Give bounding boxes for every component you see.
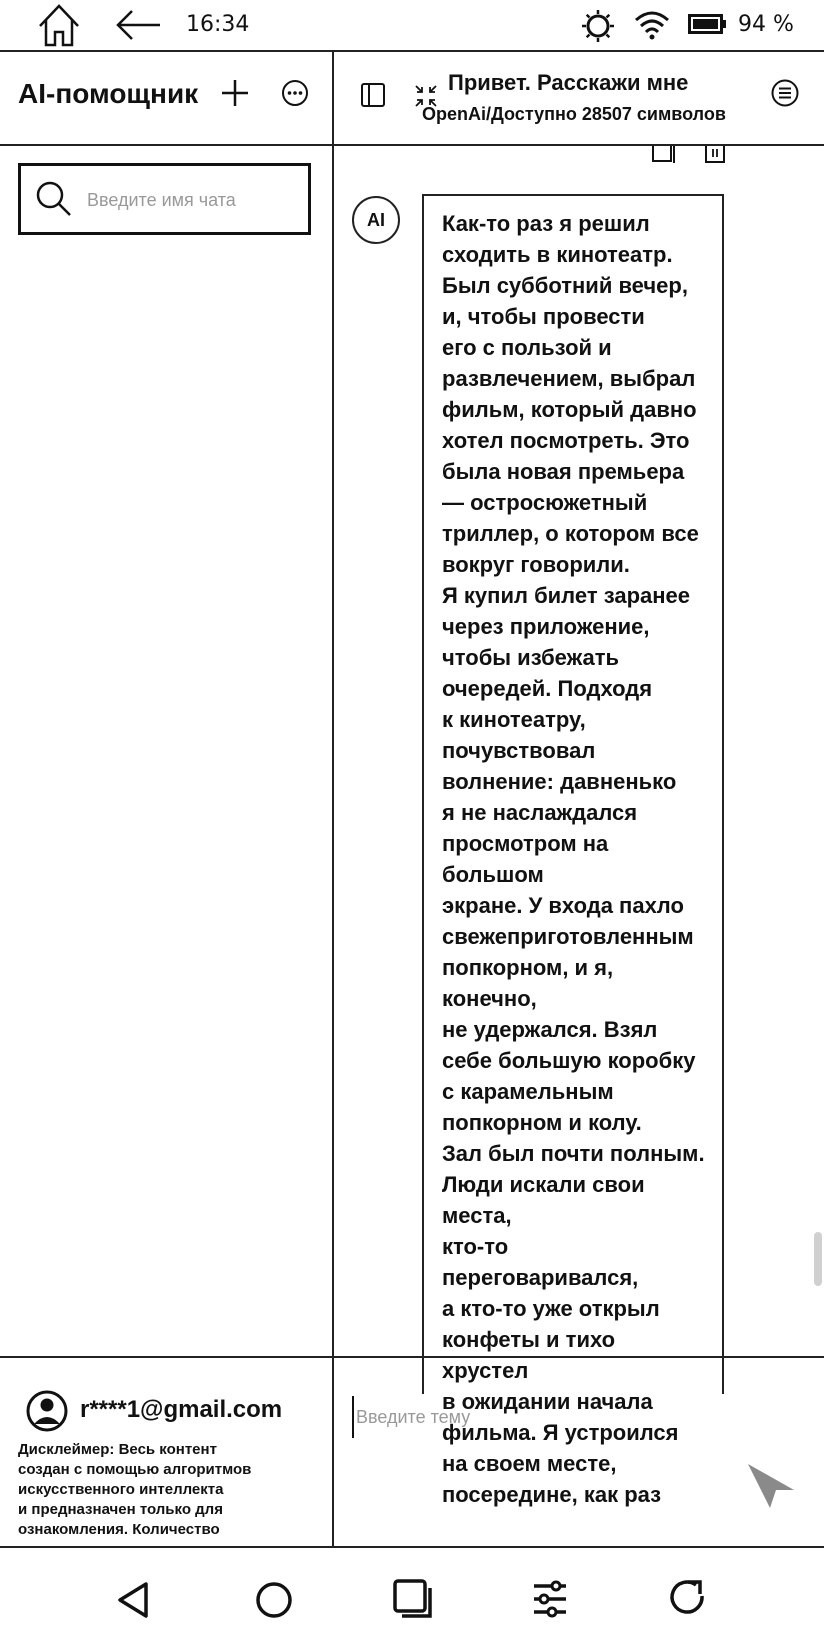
- nav-refresh-icon[interactable]: [666, 1576, 710, 1620]
- user-email[interactable]: r****1@gmail.com: [80, 1396, 283, 1423]
- status-bar: [0, 0, 824, 52]
- disclaimer-text: Дисклеймер: Весь контент создан с помощью алгоритмов искусственного интеллекта и предназначен только для ознакомления. Количество: [18, 1441, 252, 1538]
- home-icon[interactable]: [36, 2, 82, 48]
- search-icon: [35, 180, 73, 218]
- battery-percent: 94 %: [738, 12, 794, 37]
- scrollbar[interactable]: [814, 1232, 822, 1286]
- ai-message-text: Как-то раз я решил сходить в кинотеатр. Был субботний вечер, и, чтобы провести его с пользой и развлечением, выбрал фильм, который давно хотел посмотреть. Это была новая премьера — остросюжетный триллер, о котором все вокруг говорили. Я купил билет заранее через приложение, чтобы избежать очередей. Подходя к кинотеатру, почувствовал волнение: давненько я не наслаждался просмотром на большом экране. У входа пахло свежеприготовленным попкорном, и я, конечно, не удержался. Взял себе большую коробку с карамельным попкорном и колу. Зал был почти полным. Люди искали свои места, кто-то переговаривался, а кто-то уже открыл конфеты и тихо хрустел в ожидании начала фильма. Я устроился на своем месте, посередине, как раз: [442, 211, 705, 1507]
- app-title: AI-помощник: [18, 78, 199, 109]
- chat-messages[interactable]: [334, 146, 824, 1507]
- battery-icon: [688, 12, 728, 36]
- back-arrow-icon[interactable]: [114, 8, 162, 42]
- sidebar-toggle-icon[interactable]: [360, 82, 386, 108]
- status-time: 16:34: [186, 12, 250, 37]
- chat-search: [18, 163, 311, 235]
- plus-icon[interactable]: [220, 78, 250, 108]
- nav-settings-icon[interactable]: [530, 1578, 570, 1620]
- nav-back-icon[interactable]: [116, 1580, 152, 1620]
- wifi-icon: [634, 10, 670, 40]
- search-input[interactable]: [85, 182, 303, 218]
- nav-recents-icon[interactable]: [392, 1578, 434, 1620]
- send-icon[interactable]: [746, 1458, 798, 1510]
- footer-divider: [0, 1356, 824, 1358]
- topic-input[interactable]: [352, 1396, 798, 1438]
- chat-subtitle: OpenAi/Доступно 28507 символов: [422, 104, 726, 124]
- ai-avatar: AI: [352, 196, 400, 244]
- user-avatar-icon[interactable]: [26, 1390, 68, 1432]
- chat-title: Привет. Расскажи мне: [448, 70, 689, 95]
- copy-icon[interactable]: [650, 146, 676, 164]
- menu-icon[interactable]: [770, 78, 800, 108]
- ai-message-bubble: [422, 194, 724, 1507]
- brightness-icon[interactable]: [580, 8, 616, 44]
- system-nav-bar: [0, 1548, 824, 1648]
- more-icon[interactable]: [280, 78, 310, 108]
- delete-icon[interactable]: [704, 146, 726, 164]
- left-pane-header: [0, 52, 332, 146]
- nav-home-icon[interactable]: [254, 1580, 294, 1620]
- chat-header: [334, 52, 824, 146]
